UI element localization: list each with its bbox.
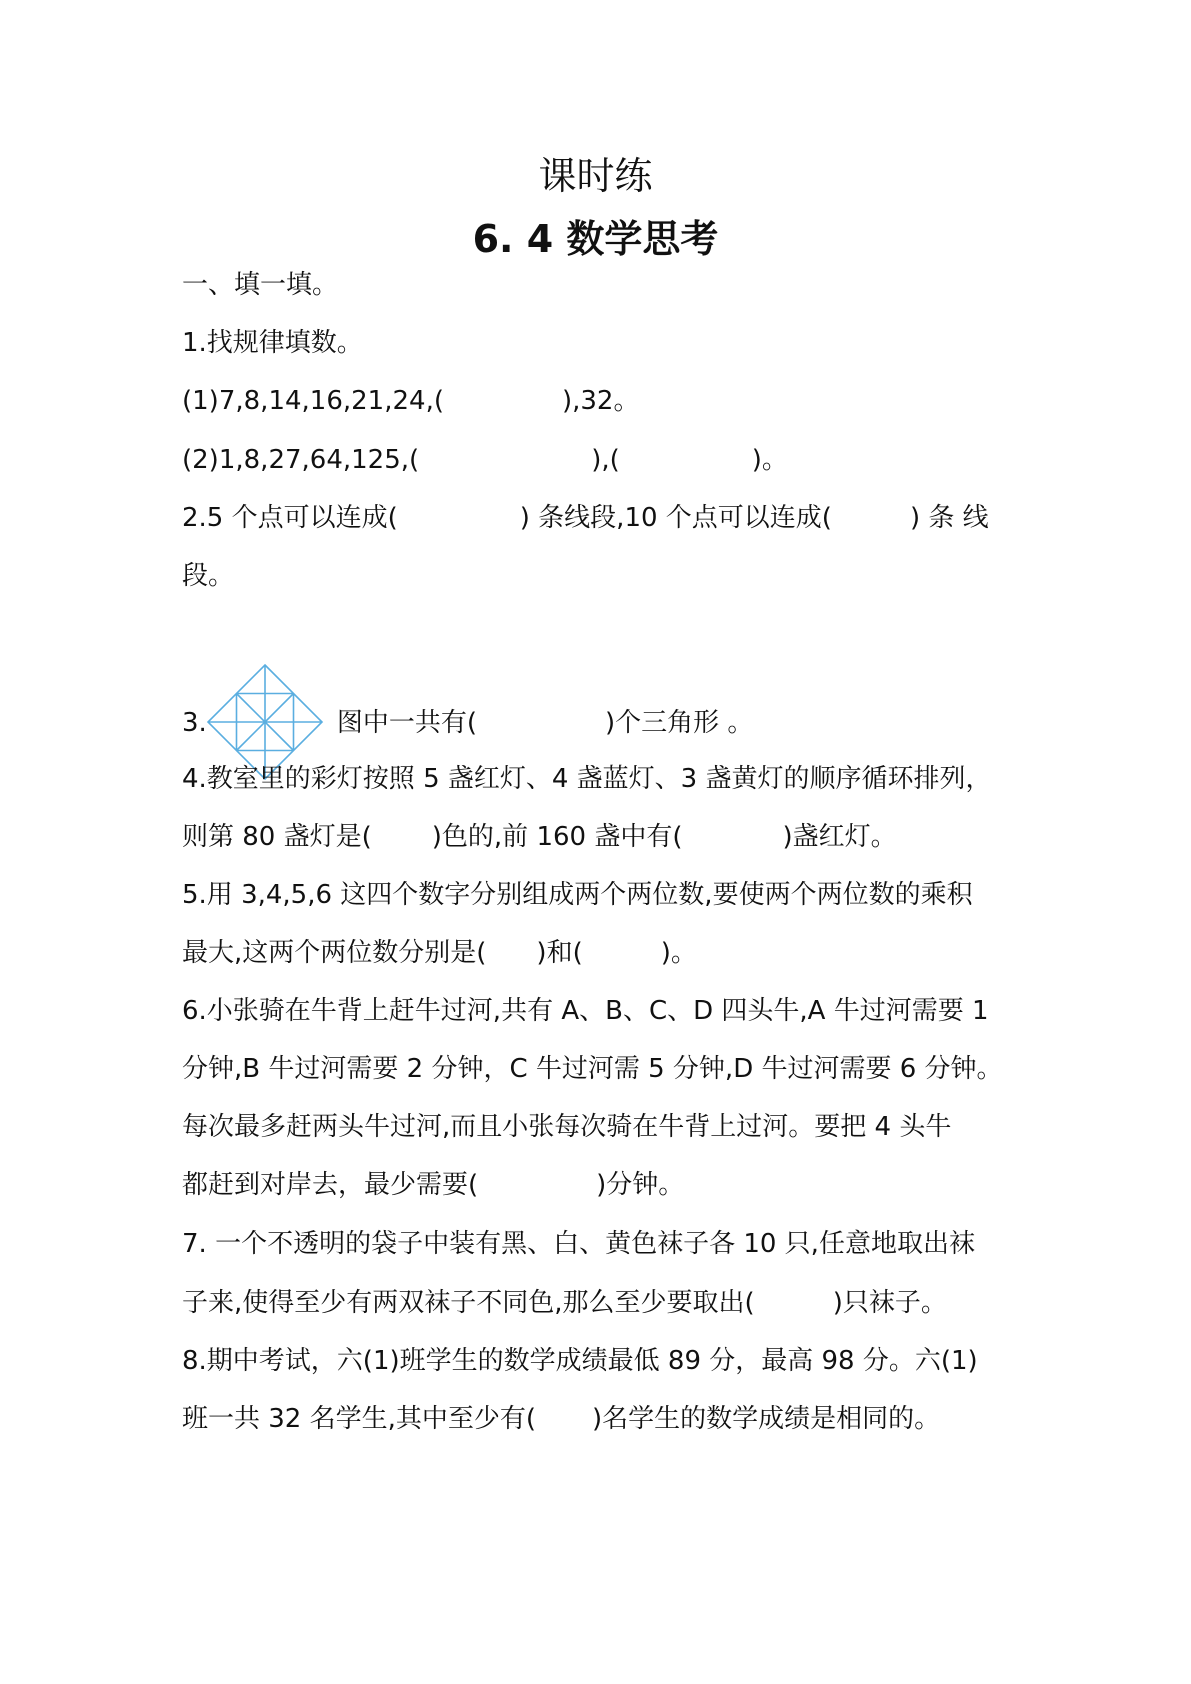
q1-p2-text-c: )。 (751, 445, 788, 475)
question-6-line-1: 6.小张骑在牛背上赶牛过河,共有 A、B、C、D 四头牛,A 牛过河需要 1 (182, 996, 989, 1026)
question-6-line-2: 分钟,B 牛过河需要 2 分钟，C 牛过河需 5 分钟,D 牛过河需要 6 分钟。 (182, 1054, 1003, 1084)
question-1-stem: 1.找规律填数。 (182, 328, 363, 358)
q3-text-b: )个三角形 。 (604, 708, 754, 738)
q5-text-b: )和( (536, 938, 583, 968)
q1-p2-text-b: ),( (591, 445, 620, 475)
q1-p1-text-a: (1)7,8,14,16,21,24,( (182, 386, 444, 416)
q5-text-a: 最大,这两个两位数分别是( (182, 938, 487, 968)
section-heading: 一、填一填。 (182, 270, 339, 300)
question-2-line-2: 段。 (182, 561, 235, 591)
q3-number: 3. (182, 708, 207, 738)
page-title: 课时练 (538, 154, 653, 198)
question-5-line-1: 5.用 3,4,5,6 这四个数字分别组成两个两位数,要使两个两位数的乘积 (182, 880, 973, 910)
lesson-subtitle: 6. 4 数学思考 (472, 217, 719, 261)
q1-p1-text-b: ),32。 (561, 386, 640, 416)
question-8-line-1: 8.期中考试，六(1)班学生的数学成绩最低 89 分，最高 98 分。六(1) (182, 1346, 978, 1376)
q1-p2-text-a: (2)1,8,27,64,125,( (182, 445, 420, 475)
q4-text-c: )盏红灯。 (782, 822, 897, 852)
question-6-line-4 (182, 1165, 1022, 1205)
q4-text-a: 则第 80 盏灯是( (182, 822, 372, 852)
question-7-line-1: 7. 一个不透明的袋子中装有黑、白、黄色袜子各 10 只,任意地取出袜 (182, 1229, 975, 1259)
question-3 (182, 703, 1022, 743)
question-5-line-2 (182, 933, 1022, 973)
q8-text-b: )名学生的数学成绩是相同的。 (592, 1404, 941, 1434)
question-7-line-2 (182, 1283, 1022, 1323)
question-4-line-2 (182, 817, 1022, 857)
question-2-line-1 (182, 498, 1022, 538)
q6-text-a: 都赶到对岸去，最少需要( (182, 1170, 479, 1200)
question-1-part-2 (182, 440, 1022, 480)
q7-text-b: )只袜子。 (832, 1288, 947, 1318)
q2-text-b: ) 条线段,10 个点可以连成( (519, 503, 832, 533)
q2-text-c: ) 条 线 (909, 503, 989, 533)
question-6-line-3: 每次最多赶两头牛过河,而且小张每次骑在牛背上过河。要把 4 头牛 (182, 1112, 952, 1142)
q5-text-c: )。 (660, 938, 697, 968)
q7-text-a: 子来,使得至少有两双袜子不同色,那么至少要取出( (182, 1288, 755, 1318)
question-8-line-2 (182, 1399, 1022, 1439)
q4-text-b: )色的,前 160 盏中有( (431, 822, 683, 852)
q8-text-a: 班一共 32 名学生,其中至少有( (182, 1404, 537, 1434)
q2-text-a: 2.5 个点可以连成( (182, 503, 398, 533)
question-1-part-1 (182, 381, 1022, 421)
q6-text-b: )分钟。 (596, 1170, 685, 1200)
q3-text-a: 图中一共有( (336, 708, 477, 738)
question-4-line-1: 4.教室里的彩灯按照 5 盏红灯、4 盏蓝灯、3 盏黄灯的顺序循环排列， (182, 764, 992, 794)
